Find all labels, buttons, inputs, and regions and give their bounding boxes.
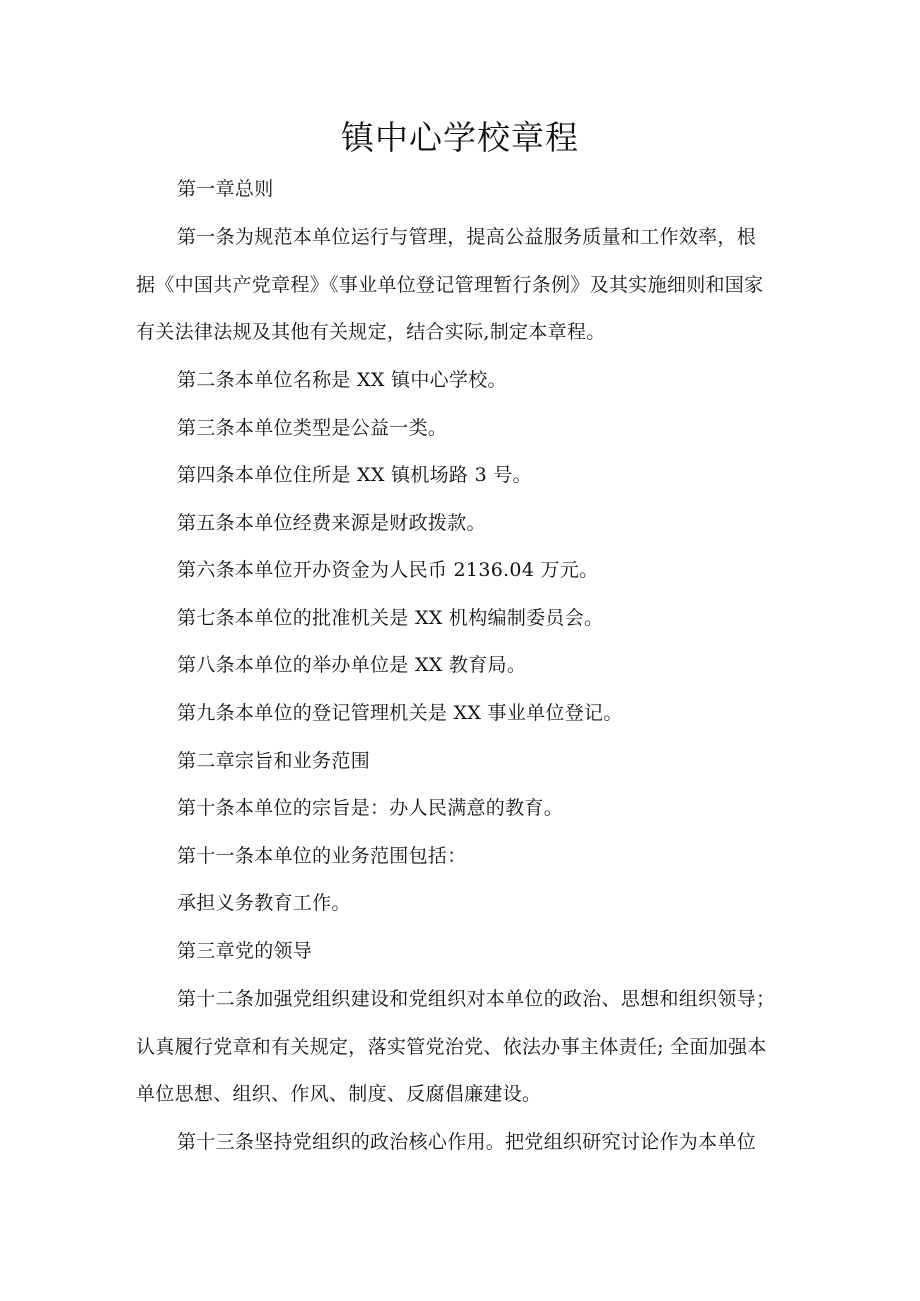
- article-paragraph: [136, 833, 796, 881]
- text-line: 第二章宗旨和业务范围: [177, 750, 371, 772]
- text-line: 据《中国共产党章程》《事业单位登记管理暂行条例》及其实施细则和国家: [136, 273, 764, 296]
- text-line: 第三条本单位类型是公益一类。: [177, 417, 448, 439]
- text-line: 第十一条本单位的业务范围包括：: [177, 845, 467, 867]
- chapter-heading: [136, 928, 796, 976]
- text-line: 第一条为规范本单位运行与管理，提高公益服务质量和工作效率，根: [177, 226, 757, 248]
- article-paragraph: [136, 785, 796, 833]
- text-line: 第一章总则: [177, 178, 274, 200]
- chapter-heading: [136, 738, 796, 786]
- text-line: 第九条本单位的登记管理机关是 XX 事业单位登记。: [177, 702, 623, 724]
- text-line: 第七条本单位的批准机关是 XX 机构编制委员会。: [177, 607, 604, 629]
- text-line: 认真履行党章和有关规定，落实管党治党、依法办事主体责任; 全面加强本: [136, 1035, 767, 1058]
- article-paragraph: [136, 357, 796, 405]
- article-paragraph: [136, 547, 796, 595]
- article-paragraph: [136, 214, 796, 357]
- text-line: 单位思想、组织、作风、制度、反腐倡廉建设。: [136, 1083, 542, 1105]
- text-line: 第八条本单位的举办单位是 XX 教育局。: [177, 654, 527, 676]
- article-paragraph: [136, 500, 796, 548]
- article-paragraph: [136, 690, 796, 738]
- text-line: 第十三条坚持党组织的政治核心作用。把党组织研究讨论作为本单位: [177, 1131, 757, 1153]
- text-line: 第三章党的领导: [177, 940, 313, 962]
- article-paragraph: [136, 976, 796, 1119]
- chapter-heading: [136, 166, 796, 214]
- text-line: 第六条本单位开办资金为人民币 2136.04 万元。: [177, 559, 599, 581]
- article-paragraph: [136, 405, 796, 453]
- text-line: 有关法律法规及其他有关规定，结合实际,制定本章程。: [136, 321, 606, 343]
- article-paragraph: [136, 1119, 796, 1167]
- text-line: 第四条本单位住所是 XX 镇机场路 3 号。: [177, 464, 532, 486]
- article-paragraph: [136, 880, 796, 928]
- document-title: 镇中心学校章程: [341, 118, 579, 157]
- text-line: 承担义务教育工作。: [177, 892, 351, 914]
- article-paragraph: [136, 595, 796, 643]
- text-line: 第五条本单位经费来源是财政拨款。: [177, 512, 486, 534]
- text-line: 第十二条加强党组织建设和党组织对本单位的政治、思想和组织领导；: [177, 988, 776, 1010]
- article-paragraph: [136, 642, 796, 690]
- text-line: 第二条本单位名称是 XX 镇中心学校。: [177, 369, 507, 391]
- article-paragraph: [136, 452, 796, 500]
- text-line: 第十条本单位的宗旨是：办人民满意的教育。: [177, 797, 564, 819]
